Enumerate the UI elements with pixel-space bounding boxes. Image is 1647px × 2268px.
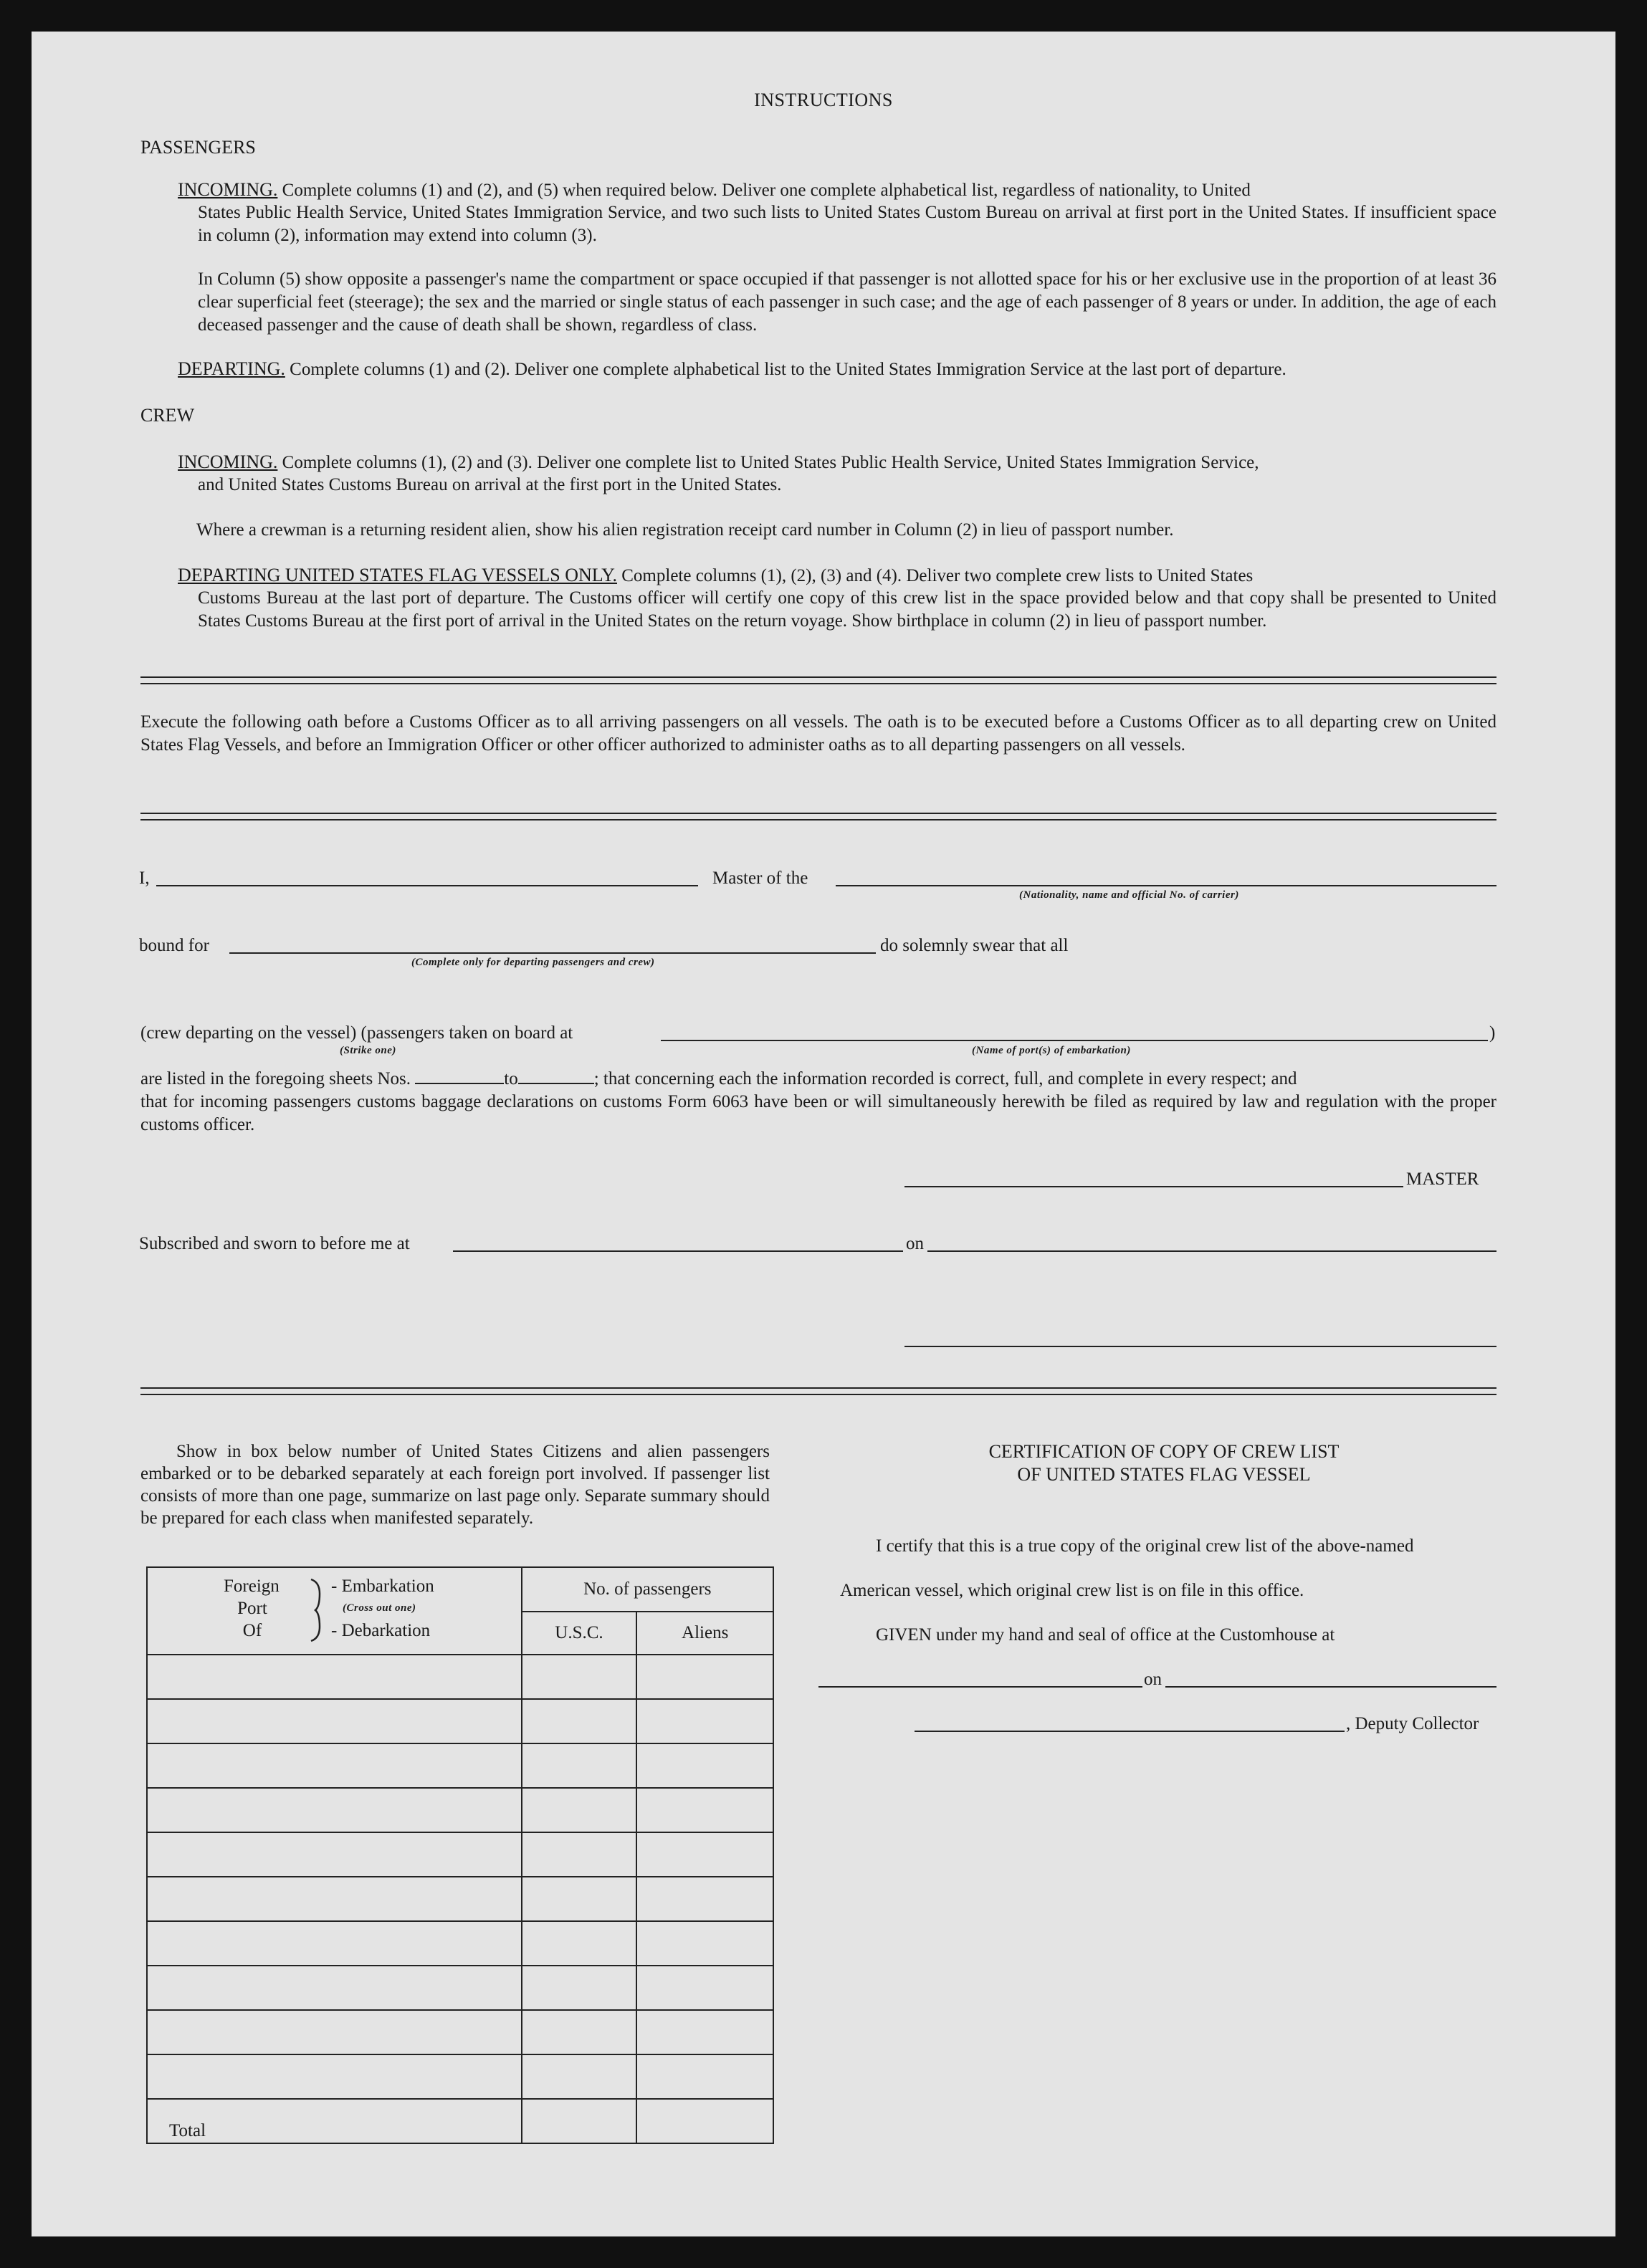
usc-cell[interactable] bbox=[522, 1788, 637, 1832]
passengers-departing-label: DEPARTING. bbox=[178, 358, 285, 379]
usc-cell[interactable] bbox=[522, 2054, 637, 2099]
customhouse-place-line bbox=[818, 1686, 1142, 1688]
port-cell[interactable] bbox=[147, 1832, 522, 1877]
crew-incoming-text1: Complete columns (1), (2) and (3). Deliver one complete list to United States Public Health Service, United States Immigration Service, bbox=[282, 453, 1259, 472]
crew-incoming-rest: and United States Customs Bureau on arrival at the first port in the United States. bbox=[198, 475, 782, 494]
subscribed-date-line bbox=[927, 1250, 1496, 1252]
passengers-heading: PASSENGERS bbox=[140, 137, 256, 158]
table-row bbox=[147, 2054, 773, 2099]
aliens-cell[interactable] bbox=[636, 2010, 773, 2054]
bound-note: (Complete only for departing passengers and crew) bbox=[411, 957, 655, 968]
aliens-cell[interactable] bbox=[636, 1788, 773, 1832]
aliens-cell[interactable] bbox=[636, 1699, 773, 1743]
passengers-incoming-label: INCOMING. bbox=[178, 179, 278, 200]
sheet-from-blank bbox=[415, 1068, 504, 1084]
crew-alien-note: Where a crewman is a returning resident alien, show his alien registration receipt card number in Column (2) in lieu of passport number. bbox=[196, 520, 1174, 540]
strike-one-note: (Strike one) bbox=[340, 1045, 396, 1056]
passengers-departing-text: Complete columns (1) and (2). Deliver one complete alphabetical list to the United States Immigration Service at the last port of departure. bbox=[290, 360, 1286, 379]
passengers-incoming-rest: States Public Health Service, United States Immigration Service, and two such lists to United States Custom Bureau on arrival at first port in the United States. If insufficient space in column (2), information may extend into column (3). bbox=[198, 203, 1496, 245]
aliens-cell[interactable] bbox=[636, 1655, 773, 1699]
aliens-total-cell[interactable] bbox=[636, 2099, 773, 2143]
brace-icon bbox=[307, 1578, 328, 1642]
close-paren: ) bbox=[1489, 1023, 1496, 1043]
aliens-cell[interactable] bbox=[636, 1743, 773, 1788]
port-cell[interactable] bbox=[147, 1788, 522, 1832]
table-row bbox=[147, 1655, 773, 1699]
passengers-incoming-text1: Complete columns (1) and (2), and (5) when required below. Deliver one complete alphabetical list, regardless of nationality, to United bbox=[282, 181, 1251, 200]
usc-cell[interactable] bbox=[522, 1699, 637, 1743]
passengers-departing bbox=[178, 358, 1496, 381]
no-of-passengers-header: No. of passengers bbox=[522, 1567, 773, 1612]
double-rule bbox=[140, 813, 1496, 820]
usc-cell[interactable] bbox=[522, 1655, 637, 1699]
total-label: Total bbox=[147, 2099, 522, 2143]
usc-cell[interactable] bbox=[522, 1743, 637, 1788]
crew-incoming-label: INCOMING. bbox=[178, 451, 278, 472]
passenger-summary-table bbox=[146, 1566, 774, 2144]
oath-listed-rest: that for incoming passengers customs baggage declarations on customs Form 6063 have been or will simultaneously herewith be filed as required by law and regulation with the proper customs officer. bbox=[140, 1092, 1496, 1134]
port-cell[interactable] bbox=[147, 1743, 522, 1788]
usc-total-cell[interactable] bbox=[522, 2099, 637, 2143]
summary-instruction: Show in box below number of United States Citizens and alien passengers embarked or to be debarked separately at each foreign port involved. If passenger list consists of more than one page, summarize on last page only. Separate summary should be prepared for each class when manifested separately. bbox=[140, 1442, 770, 1528]
table-row bbox=[147, 1877, 773, 1921]
crew-incoming-line1 bbox=[178, 451, 1496, 474]
port-cell[interactable] bbox=[147, 2054, 522, 2099]
certification-line3: GIVEN under my hand and seal of office at the Customhouse at bbox=[876, 1625, 1335, 1645]
aliens-cell[interactable] bbox=[636, 2054, 773, 2099]
ports-line bbox=[661, 1040, 1488, 1041]
oath-crew-departing: (crew departing on the vessel) (passengers taken on board at bbox=[140, 1023, 573, 1043]
table-row bbox=[147, 1921, 773, 1966]
usc-cell[interactable] bbox=[522, 2010, 637, 2054]
listed-to: to bbox=[504, 1069, 518, 1088]
certification-line2: American vessel, which original crew list is on file in this office. bbox=[840, 1581, 1304, 1600]
double-rule bbox=[140, 676, 1496, 684]
certification-title-line2: OF UNITED STATES FLAG VESSEL bbox=[1017, 1464, 1311, 1485]
port-cell[interactable] bbox=[147, 1921, 522, 1966]
crew-flag-line1 bbox=[178, 564, 1496, 588]
bound-for-line bbox=[229, 952, 876, 954]
usc-cell[interactable] bbox=[522, 1877, 637, 1921]
master-signature-line bbox=[904, 1186, 1403, 1187]
oath-master-of-the: Master of the bbox=[712, 869, 808, 888]
usc-header: U.S.C. bbox=[522, 1612, 637, 1655]
oath-swear: do solemnly swear that all bbox=[880, 936, 1069, 955]
listed-line1-rest: ; that concerning each the information recorded is correct, full, and complete in every respect; and bbox=[593, 1069, 1297, 1088]
aliens-cell[interactable] bbox=[636, 1832, 773, 1877]
ports-note: (Name of port(s) of embarkation) bbox=[972, 1045, 1131, 1056]
oath-i-label: I, bbox=[139, 869, 150, 888]
certification-line1: I certify that this is a true copy of the original crew list of the above-named bbox=[876, 1536, 1414, 1556]
oath-on-label: on bbox=[906, 1234, 924, 1253]
port-cell[interactable] bbox=[147, 1699, 522, 1743]
port-label: Port bbox=[237, 1599, 267, 1618]
sheet-to-blank bbox=[518, 1068, 594, 1084]
table-row bbox=[147, 1832, 773, 1877]
aliens-cell[interactable] bbox=[636, 1877, 773, 1921]
master-label: MASTER bbox=[1406, 1169, 1479, 1189]
oath-bound-for: bound for bbox=[139, 936, 209, 955]
port-cell[interactable] bbox=[147, 2010, 522, 2054]
table-row bbox=[147, 2010, 773, 2054]
table-row bbox=[147, 1743, 773, 1788]
page-title: INSTRUCTIONS bbox=[754, 90, 893, 110]
crew-flag-label: DEPARTING UNITED STATES FLAG VESSELS ONLY. bbox=[178, 565, 617, 585]
crew-heading: CREW bbox=[140, 405, 195, 426]
of-label: Of bbox=[242, 1621, 262, 1640]
port-cell[interactable] bbox=[147, 1877, 522, 1921]
listed-prefix: are listed in the foregoing sheets Nos. bbox=[140, 1069, 411, 1088]
cross-out-note: (Cross out one) bbox=[343, 1602, 416, 1614]
oath-subscribed: Subscribed and sworn to before me at bbox=[139, 1234, 410, 1253]
aliens-cell[interactable] bbox=[636, 1921, 773, 1966]
deputy-collector-signature-line bbox=[915, 1731, 1345, 1732]
officer-signature-line bbox=[904, 1346, 1496, 1347]
aliens-header: Aliens bbox=[636, 1612, 773, 1655]
oath-instruction: Execute the following oath before a Customs Officer as to all arriving passengers on all vessels. The oath is to be executed before a Customs Officer as to all departing crew on United States Flag Vessels, and before an Immigration Officer or other officer authorized to administer oaths as to all departing passengers on all vessels. bbox=[140, 712, 1496, 755]
passengers-incoming-line1 bbox=[178, 178, 1496, 202]
crew-flag-text1: Complete columns (1), (2), (3) and (4). Deliver two complete crew lists to United States bbox=[621, 566, 1254, 585]
aliens-cell[interactable] bbox=[636, 1966, 773, 2010]
foreign-label: Foreign bbox=[224, 1576, 280, 1596]
table-row bbox=[147, 1699, 773, 1743]
foreign-port-header bbox=[147, 1567, 522, 1655]
document-page bbox=[32, 32, 1615, 2236]
usc-cell[interactable] bbox=[522, 1966, 637, 2010]
certification-date-line bbox=[1165, 1686, 1496, 1688]
usc-cell[interactable] bbox=[522, 1921, 637, 1966]
carrier-note: (Nationality, name and official No. of carrier) bbox=[1019, 889, 1239, 901]
deputy-collector-label: , Deputy Collector bbox=[1346, 1714, 1479, 1733]
subscribed-place-line bbox=[453, 1250, 903, 1252]
port-cell[interactable] bbox=[147, 1966, 522, 2010]
table-row bbox=[147, 1966, 773, 2010]
port-cell[interactable] bbox=[147, 1655, 522, 1699]
passengers-column5-paragraph: In Column (5) show opposite a passenger's name the compartment or space occupied if that passenger is not allotted space for his or her exclusive use in the proportion of at least 36 clear superficial feet (steerage); the sex and the married or single status of each passenger in such case; and the age of each passenger of 8 years or under. In addition, the age of each deceased passenger and the cause of death shall be shown, regardless of class. bbox=[198, 269, 1496, 335]
usc-cell[interactable] bbox=[522, 1832, 637, 1877]
table-row bbox=[147, 1788, 773, 1832]
total-row bbox=[147, 2099, 773, 2143]
certification-on-label: on bbox=[1144, 1670, 1162, 1689]
carrier-line bbox=[836, 885, 1496, 886]
master-name-line bbox=[156, 885, 698, 886]
oath-listed-line1 bbox=[140, 1068, 1297, 1091]
crew-flag-rest: Customs Bureau at the last port of departure. The Customs officer will certify one copy of this crew list in the space provided below and that copy shall be presented to United States Customs Bureau at the first port of arrival in the United States on the return voyage. Show birthplace in column (2) in lieu of passport number. bbox=[198, 588, 1496, 631]
double-rule bbox=[140, 1387, 1496, 1395]
debarkation-label: - Debarkation bbox=[331, 1621, 431, 1640]
certification-title-line1: CERTIFICATION OF COPY OF CREW LIST bbox=[988, 1441, 1340, 1462]
embarkation-label: - Embarkation bbox=[331, 1576, 434, 1596]
